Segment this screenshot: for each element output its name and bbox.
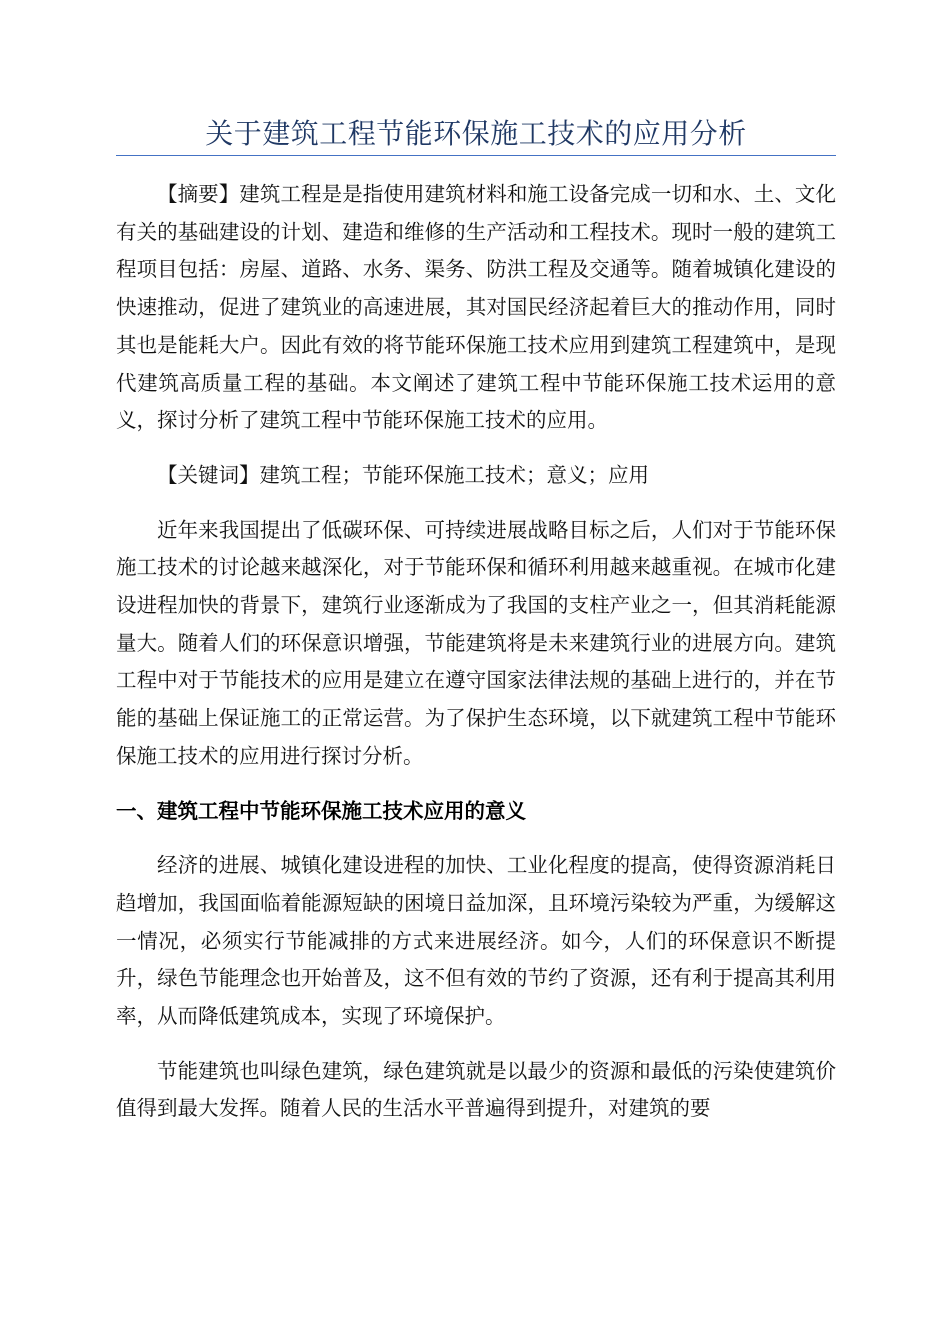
- document-body: [116, 176, 836, 1145]
- keywords-paragraph: 【关键词】建筑工程；节能环保施工技术；意义；应用: [157, 462, 649, 487]
- abstract-paragraph: 【摘要】建筑工程是是指使用建筑材料和施工设备完成一切和水、土、文化有关的基础建设的计划、建造和维修的生产活动和工程技术。现时一般的建筑工程项目包括：房屋、道路、水务、渠务、防洪工程及交通等。随着城镇化建设的快速推动，促进了建筑业的高速进展，其对国民经济起着巨大的推动作用，同时其也是能耗大户。因此有效的将节能环保施工技术应用到建筑工程建筑中，是现代建筑高质量工程的基础。本文阐述了建筑工程中节能环保施工技术运用的意义，探讨分析了建筑工程中节能环保施工技术的应用。: [116, 182, 836, 433]
- title-underline: [116, 155, 836, 156]
- body-paragraph: 节能建筑也叫绿色建筑，绿色建筑就是以最少的资源和最低的污染使建筑价值得到最大发挥。随着人民的生活水平普遍得到提升，对建筑的要: [116, 1058, 836, 1121]
- title-block: [116, 114, 836, 156]
- body-paragraph: 经济的进展、城镇化建设进程的加快、工业化程度的提高，使得资源消耗日趋增加，我国面临着能源短缺的困境日益加深，且环境污染较为严重，为缓解这一情况，必须实行节能减排的方式来进展经济。如今，人们的环保意识不断提升，绿色节能理念也开始普及，这不但有效的节约了资源，还有利于提高其利用率，从而降低建筑成本，实现了环境保护。: [116, 853, 836, 1029]
- intro-paragraph: 近年来我国提出了低碳环保、可持续进展战略目标之后，人们对于节能环保施工技术的讨论越来越深化，对于节能环保和循环利用越来越重视。在城市化建设进程加快的背景下，建筑行业逐渐成为了我国的支柱产业之一，但其消耗能源量大。随着人们的环保意识增强，节能建筑将是未来建筑行业的进展方向。建筑工程中对于节能技术的应用是建立在遵守国家法律法规的基础上进行的，并在节能的基础上保证施工的正常运营。为了保护生态环境，以下就建筑工程中节能环保施工技术的应用进行探讨分析。: [116, 517, 836, 768]
- section-heading: 一、建筑工程中节能环保施工技术应用的意义: [116, 798, 526, 823]
- document-title: 关于建筑工程节能环保施工技术的应用分析: [205, 117, 747, 150]
